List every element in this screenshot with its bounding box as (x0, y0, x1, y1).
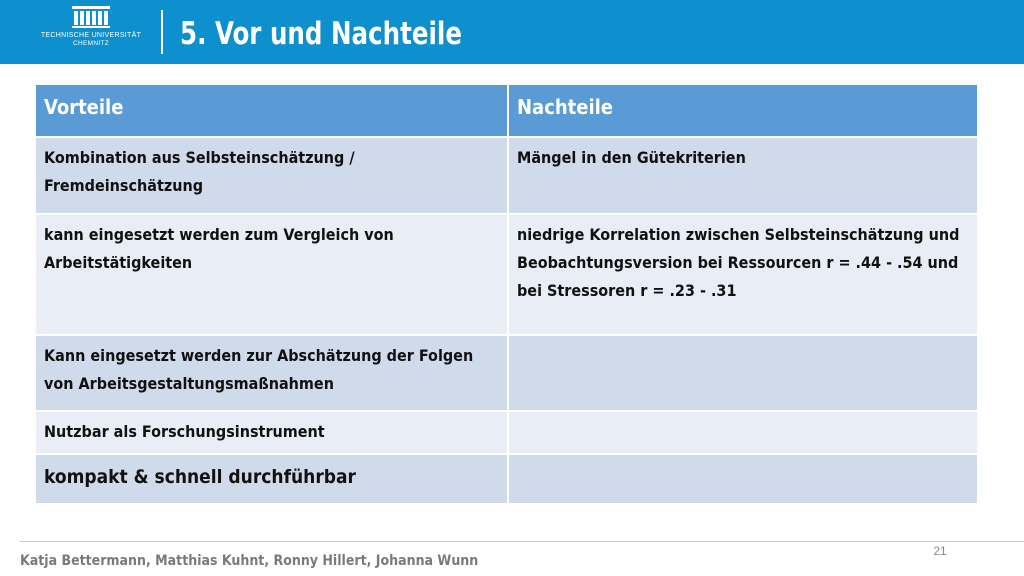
table-cell: Kombination aus Selbsteinschätzung / Fremdeinschätzung (35, 137, 508, 214)
header-bar (0, 0, 1024, 64)
page-number: 21 (933, 544, 947, 558)
logo-text-line1: TECHNISCHE UNIVERSITÄT (40, 32, 142, 39)
table-cell (508, 411, 978, 454)
table-row (35, 214, 978, 335)
table-cell (508, 335, 978, 411)
column-header-nachteile: Nachteile (508, 84, 978, 137)
table-cell: niedrige Korrelation zwischen Selbsteinschätzung und Beobachtungsversion bei Ressourcen r = .44 - .54 und bei Stressoren r = .23 - .31 (508, 214, 978, 335)
table-row (35, 411, 978, 454)
table-row (35, 137, 978, 214)
table-cell: Mängel in den Gütekriterien (508, 137, 978, 214)
table-cell: kann eingesetzt werden zum Vergleich von Arbeitstätigkeiten (35, 214, 508, 335)
pros-cons-table (34, 83, 979, 505)
logo-text-line2: CHEMNITZ (73, 40, 109, 47)
university-logo (28, 6, 154, 58)
table-row (35, 454, 978, 504)
footer-divider (20, 541, 1024, 542)
table-cell: kompakt & schnell durchführbar (35, 454, 508, 504)
table-cell: Kann eingesetzt werden zur Abschätzung der Folgen von Arbeitsgestaltungsmaßnahmen (35, 335, 508, 411)
slide-title: 5. Vor und Nachteile (180, 16, 462, 52)
column-header-vorteile: Vorteile (35, 84, 508, 137)
header-divider (161, 10, 163, 54)
footer-authors: Katja Bettermann, Matthias Kuhnt, Ronny Hillert, Johanna Wunn (20, 553, 479, 569)
table-cell (508, 454, 978, 504)
table-cell: Nutzbar als Forschungsinstrument (35, 411, 508, 454)
table-header-row (35, 84, 978, 137)
building-icon (72, 6, 110, 28)
table-row (35, 335, 978, 411)
